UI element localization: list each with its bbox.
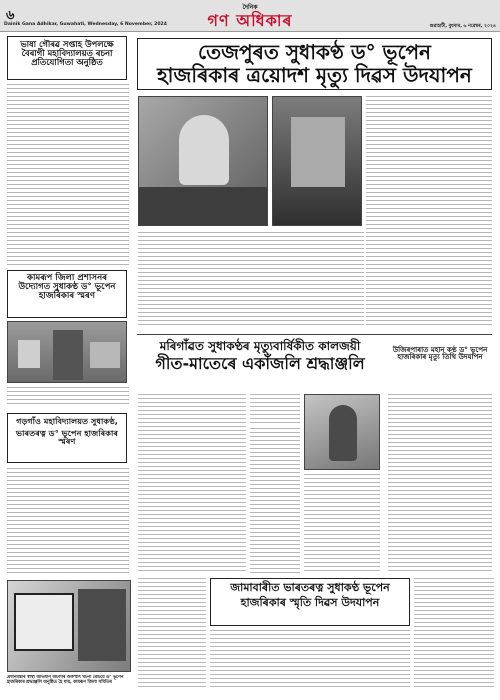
- article-body: [138, 232, 364, 328]
- headline-line: ভাৰতৰত্ন ড° ভূপেন হাজৰিকাৰ স্মৰণ: [15, 427, 119, 447]
- article-body: [250, 428, 300, 574]
- photo: [7, 580, 131, 672]
- headline-line: হাজৰিকাৰ স্মৃতি দিৱস উদযাপন: [240, 595, 380, 609]
- headline-line: গড়গাঁও মহাবিদ্যালয়ত সুধাকণ্ঠ,: [16, 416, 118, 426]
- article-body: [210, 630, 410, 690]
- article-body: [7, 84, 129, 267]
- headline-line: জামাবাৰীত ভাৰতৰত্ন সুধাকণ্ঠ ভূপেন: [230, 581, 390, 594]
- photo: [138, 96, 268, 226]
- middle-headline: [140, 338, 380, 390]
- photo: [304, 394, 380, 470]
- article-body: [414, 578, 494, 690]
- article-body: [7, 387, 129, 407]
- left-top-headline: [7, 36, 127, 80]
- headline-line: তেজপুৰত সুধাকণ্ঠ ড° ভূপেন: [198, 40, 431, 64]
- headline: কামৰূপ জিলা প্ৰশাসনৰ উদ্যোগত সুধাকণ্ঠ ড° ভূপেন হাজৰিকাৰ স্মৰণ: [18, 273, 116, 302]
- photo: [7, 321, 127, 383]
- article-body: [250, 394, 300, 424]
- page-number: ৬: [6, 8, 15, 23]
- photo: [272, 96, 362, 226]
- article-body: [388, 394, 492, 574]
- brand-small: দৈনিক: [242, 4, 258, 11]
- headline-line: হাজৰিকাৰ ত্ৰয়োদশ মৃত্যু দিৱস উদযাপন: [157, 63, 472, 87]
- brand-logo: গণ অধিকাৰ: [207, 11, 293, 30]
- article-body: [7, 468, 129, 576]
- masthead-date: গুৱাহাটী, বুধবাৰ, ৬ নৱেম্বৰ, ২০২৪: [429, 24, 496, 29]
- photo-caption: প্ৰধানমন্ত্ৰীৰ স্বাস্থ্য অভিযান অটলাৰ অকস্মাৎ ঘটনা ৰেচিয়ে ড° ভূপেন হাজৰিকাৰ শ্ৰদ্ধাঞ্জলি অনুষ্ঠিত হৈ যায়, কামৰূপ জিলা সমিতিৰ: [7, 675, 124, 686]
- headline-line: মৰিগাঁৱত সুধাকণ্ঠৰ মৃত্যুবাৰ্ষিকীত কালজয়ী: [159, 339, 361, 353]
- right-side-headline: [388, 345, 492, 389]
- article-body: [138, 578, 206, 690]
- masthead-english-line: Dainik Gana Adhikar, Guwahati, Wednesday, 6 November, 2024: [4, 22, 167, 27]
- article-body: [304, 474, 380, 574]
- headline: ভাষা গৌৰৱ সপ্তাহ উপলক্ষে বৈৰাগী মহাবিদ্যালয়ত ৰচনা প্ৰতিযোগিতা অনুষ্ঠিত: [20, 39, 114, 67]
- article-body: [138, 394, 246, 574]
- article-body: [366, 96, 492, 328]
- main-headline: [137, 38, 492, 90]
- bottom-left-headline: [7, 413, 127, 463]
- section-rule: [137, 334, 492, 335]
- bottom-right-headline: [210, 578, 410, 626]
- headline: উজিৰপাৰাত মহান কণ্ঠ ড° ভূপেন হাজৰিকাৰ মৃত্যু তিথি উদযাপন: [392, 346, 488, 362]
- headline-line: গীত-মাতেৰে একাঁজলি শ্ৰদ্ধাঞ্জলি: [155, 353, 365, 373]
- left-mid-headline-box: [7, 270, 127, 318]
